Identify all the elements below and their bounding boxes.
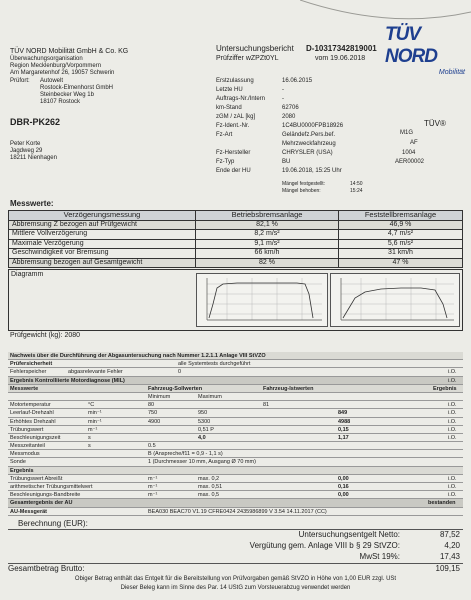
measure-min: 1 (Durchmesser 10 mm, Ausgang Ø 70 mm) [148,459,256,466]
field-value: - [282,96,284,102]
field-label: Erstzulassung [216,78,254,84]
measure-value: 1,17 [338,434,349,441]
result-label: Trübungswert Abreißt [10,475,63,482]
tester-line-4: 18107 Rostock [40,99,81,105]
table-row [8,467,463,475]
result-spec: max. 0,2 [198,475,220,482]
result-label: Ergebnis [433,385,457,392]
vehicle-code: M1G [400,130,414,136]
table-row [8,434,463,442]
vehicle-code: AER00002 [395,159,425,165]
measure-label: Leerlauf-Drehzahl [10,410,54,417]
maximum-label: Maximum [198,393,222,400]
table-row [9,220,463,230]
measure-label: Trübungswert [10,426,44,433]
measure-max: 950 [198,410,208,417]
field-value: 2080 [282,114,296,120]
field-value: BU [282,159,291,165]
owner-city: 18211 Nienhagen [10,155,57,161]
minimum-label: Minimum [148,393,171,400]
actual-values-label: Fahrzeug-Istwerten [263,385,314,392]
row-label: Maximale Verzögerung [9,239,196,249]
emission-proof-title: Nachweis über die Durchführung der Abgasuntersuchung nach Nummer 1.2.1.1 Anlage VIII StVZO [10,353,266,359]
field-label: Ende der HU [216,168,251,174]
owner-name: Peter Korte [10,141,41,147]
table-row [8,360,463,368]
table-row [8,385,463,393]
tester-line-2: Rostock-Elmenhorst GmbH [40,85,114,91]
defects-found-label: Mängel festgestellt: [282,181,326,187]
org-line-1: Überwachungsorganisation [10,56,83,62]
measure-max: 0,51 P [198,426,214,433]
tester-label: Prüfort: [10,78,30,84]
tuev-nord-logo: TÜV NORD Mobilität [385,24,465,76]
table-row [8,508,463,516]
row-label: Geschwindigkeit vor Bremsung [9,249,196,259]
field-value: 16.06.2015 [282,78,313,84]
field-value: 19.06.2018, 15:25 Uhr [282,168,342,174]
service-brake-value: 82,1 % [196,220,339,230]
row-label: Abbremsung bezogen auf Gesamtgewicht [9,258,196,268]
footnote-fee: Obiger Betrag enthält das Entgelt für die Bereitstellung von Prüfvorgaben gemäß StVZO in Höhe von 1,00 EUR zzgl. USt [74,576,397,582]
cost-label: Vergütung gem. Anlage VIII b § 29 StVZO: [249,541,400,550]
defects-found-time: 14:50 [350,181,363,187]
measure-label: Motortemperatur [10,402,51,409]
field-label: Fz-Typ [216,159,235,165]
measure-value: 849 [338,410,348,417]
table-row [9,258,463,268]
org-line-3: Am Margaretenhof 26, 19057 Schwerin [10,70,115,76]
measure-unit: °C [88,402,95,409]
table-row [9,230,463,240]
measured-values-label: Messwerte [10,385,39,392]
measure-result: i.O. [448,434,457,441]
table-row [8,475,463,483]
parking-brake-value: 31 km/h [339,249,463,259]
overall-result-label: Gesamtergebnis der AU [10,500,73,507]
license-plate: DBR-PK262 [10,117,61,127]
report-title: Untersuchungsbericht [216,44,294,53]
org-line-2: Region Mecklenburg/Vorpommern [10,63,102,69]
result-value: 0,16 [338,484,349,490]
measure-label: Beschleunigungszeit [10,434,61,441]
defects-fixed-label: Mängel behoben: [282,188,321,194]
field-value: 1C4BU0000FPB18926 [282,123,344,129]
measure-unit: m⁻¹ [88,426,98,433]
result-unit: m⁻¹ [148,475,158,482]
measure-min: 80 [148,402,155,409]
result-ok: i.O. [448,377,457,384]
measure-label: Erhöhtes Drehzahl [10,418,56,425]
field-label: Letzte HU [216,87,243,93]
row-label: Mittlere Vollverzögerung [9,230,196,240]
field-value: CHRYSLER (USA) [282,150,333,156]
cost-label: Untersuchungsentgelt Netto: [298,530,400,539]
measure-label: Messzeitanteil [10,443,45,450]
measure-max: 4,0 [198,434,206,441]
tester-line-3: Steinbecker Weg 1b [40,92,94,98]
measure-label: Messmodus [10,451,40,458]
service-brake-value: 9,1 m/s² [196,239,339,249]
diagram-label: Diagramm [11,271,44,278]
report-date: vom 19.06.2018 [315,55,366,62]
result-label: arithmetischer Trübungsmittelwert [10,484,93,490]
table-row [8,458,463,466]
fault-memory-label: Fehlerspeicher [10,369,47,376]
parking-brake-diagram [330,273,460,327]
cost-label: MwSt 19%: [359,552,400,561]
field-label: zGM / zAL [kg] [216,114,256,120]
result-label: Beschleunigungs-Bandbreite [10,492,81,499]
vehicle-code: AF [410,140,418,146]
measure-min: 750 [148,410,158,417]
table-row [8,450,463,458]
table-row [8,368,463,376]
mil-result-label: Ergebnis Kontrolliierte Motordiagnose (MIL) [10,377,125,384]
service-brake-value: 66 km/h [196,249,339,259]
overall-result-value: bestanden [428,500,456,507]
fault-count: 0 [178,369,182,376]
measure-actual: 81 [263,402,270,409]
col-service-brake: Betriebsbremsanlage [196,211,339,221]
table-row [8,393,463,401]
measure-max: 5300 [198,418,211,425]
target-values-label: Fahrzeug-Sollwerten [148,385,203,392]
measure-label: Sonde [10,459,26,466]
check-code: Prüfziffer wZPZt0YL [216,55,279,62]
result-spec: max. 0,5 [198,492,220,499]
total-value: 109,15 [435,564,460,573]
table-row [8,352,463,360]
table-row [9,239,463,249]
parking-brake-value: 46,9 % [339,220,463,230]
table-row [8,442,463,450]
result-status: i.O. [448,475,457,482]
measure-unit: min⁻¹ [88,410,102,417]
measure-result: i.O. [448,426,457,433]
result-status: i.O. [448,492,457,499]
result-value: 0,00 [338,475,349,482]
au-device-label: AU-Messgerät [10,508,47,515]
tester-safety-value: alle Systemtests durchgeführt [178,361,251,368]
table-row [8,491,463,499]
parking-brake-value: 4,7 m/s² [339,230,463,240]
field-label: Fz-Hersteller [216,150,251,156]
parking-brake-value: 47 % [339,258,463,268]
table-row [8,418,463,426]
measure-unit: s [88,434,91,441]
total-label: Gesamtbetrag Brutto: [8,564,85,573]
parking-brake-value: 5,6 m/s² [339,239,463,249]
table-row [8,401,463,409]
costs-title: Berechnung (EUR): [18,519,88,528]
result-value: 0,00 [338,492,349,499]
field-label: Auftrags-Nr./Intern [216,96,266,102]
measure-min: 0.5 [148,443,156,450]
tester-safety-label: Prüfersicherheit [10,361,53,368]
brake-measurement-table [8,210,463,268]
service-brake-diagram [196,273,328,327]
cost-value: 4,20 [444,541,460,550]
table-row [9,249,463,259]
table-row [8,499,463,507]
measure-value: 0,15 [338,426,349,433]
col-parking-brake: Feststellbremsanlage [339,211,463,221]
measure-min: B (Anspreche/f11 = 0,9 - 1,1 s) [148,451,223,458]
measure-value: 4988 [338,418,351,425]
au-device-value: BEA030 BEAC70 V1.19 CFRE0424 2435986899 V 3.54 14.11.2017 (CC) [148,508,327,515]
field-value: 62706 [282,105,299,111]
vehicle-code: 1004 [402,150,416,156]
service-brake-value: 82 % [196,258,339,268]
table-row [8,377,463,385]
report-number: D-10317342819001 [306,44,377,53]
measure-unit: min⁻¹ [88,418,102,425]
result-unit: m⁻¹ [148,484,158,490]
measure-unit: s [88,443,91,450]
field-label: Fz-Ident.-Nr. [216,123,250,129]
results-header: Ergebnis [10,467,34,474]
measure-min: 4900 [148,418,161,425]
result-status: i.O. [448,484,457,490]
field-value: Mehrzweckfahrzeug [282,141,336,147]
tester-line-1: Autowelt [40,78,64,84]
result-ok: i.O. [448,369,457,376]
measure-result: i.O. [448,418,457,425]
cost-value: 17,43 [439,552,460,561]
owner-street: Jagdweg 29 [10,148,43,154]
test-weight: Prüfgewicht (kg): 2080 [10,332,81,339]
row-label: Abbremsung Z bezogen auf Prüfgewicht [9,220,196,230]
measurements-title: Messwerte: [10,199,54,208]
table-row [8,483,463,491]
table-row [8,409,463,417]
fault-memory-value: abgasrelevante Fehler [68,369,123,376]
field-value: - [282,87,284,93]
result-spec: max. 0,51 [198,484,223,490]
table-row [8,426,463,434]
emission-test-table [8,352,463,516]
result-unit: m⁻¹ [148,492,158,499]
service-brake-value: 8,2 m/s² [196,230,339,240]
measure-result: i.O. [448,410,457,417]
field-label: km-Stand [216,105,242,111]
defects-fixed-time: 15:24 [350,188,363,194]
company-name: TÜV NORD Mobilität GmbH & Co. KG [10,48,129,55]
footnote-tax: Dieser Beleg kann im Sinne des Par. 14 UStG zum Vorsteuerabzug verwendet werden [120,585,351,591]
cost-value: 87,52 [439,530,460,539]
measure-result: i.O. [448,402,457,409]
col-deceleration: Verzögerungsmessung [9,211,196,221]
tuev-mark: TÜV® [424,119,446,128]
field-label: Fz-Art [216,132,233,138]
field-value: Geländefz.Pers.bef. [282,132,336,138]
